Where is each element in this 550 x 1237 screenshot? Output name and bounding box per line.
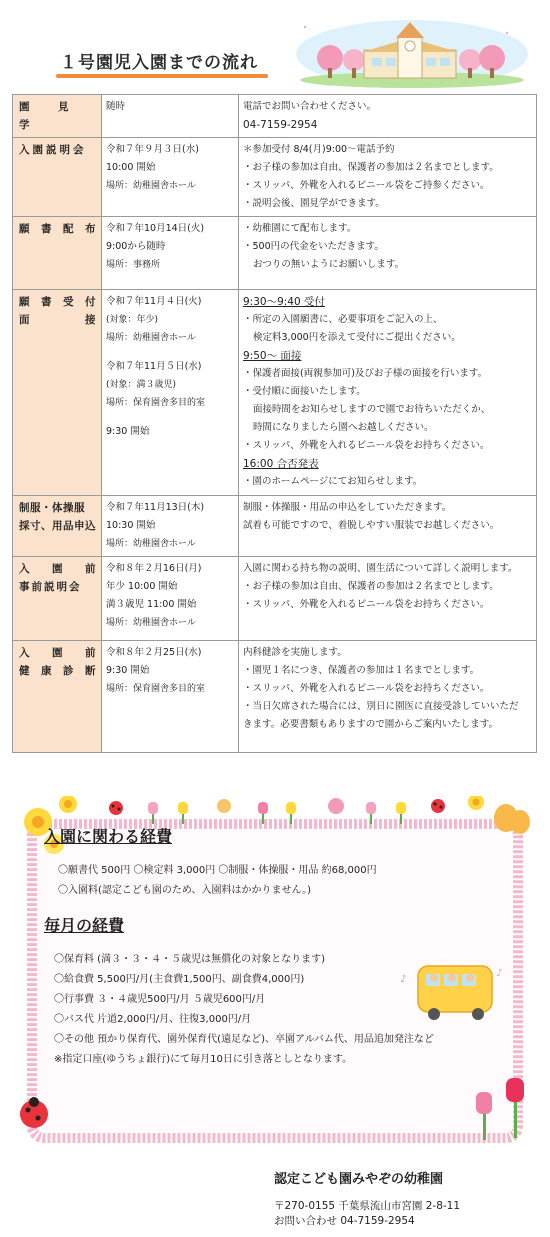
table-row <box>13 290 537 496</box>
school-info <box>274 1168 460 1229</box>
title-underline <box>56 74 268 78</box>
page-title: １号園児入園までの流れ <box>60 53 258 73</box>
table-row <box>13 641 537 753</box>
schedule-table <box>12 94 537 753</box>
step-detail: ＊参加受付 8/4(月)9:00～電話予約 ・お子様の参加は自由、保護者の参加は２名までとします。 ・スリッパ、外靴を入れるビニール袋をご持参ください。 ・説明会後、園見学ができます。 <box>239 138 537 217</box>
step-date: 令和７年９月３日(水) 10:00 開始 場所：幼稚園舎ホール <box>102 138 239 217</box>
step-name: 願 書 配 布 <box>13 217 102 290</box>
monthly-cost-line: 〇保育料 (満３・３・４・５歳児は無償化の対象となります) <box>54 954 325 965</box>
monthly-cost-line: 〇行事費 ３・４歳児500円/月 ５歳児600円/月 <box>54 994 266 1005</box>
table-row <box>13 496 537 557</box>
step-date: 令和７年10月14日(火) 9:00から随時 場所：事務所 <box>102 217 239 290</box>
step-date: 令和７年11月４日(火) (対象：年少) 場所：幼稚園舎ホール 令和７年11月５日(水) (対象：満３歳児) 場所：保育園舎多目的室 9:30 開始 <box>102 290 239 496</box>
table-row <box>13 217 537 290</box>
table-row <box>13 557 537 641</box>
step-date: 令和７年11月13日(木) 10:30 開始 場所：幼稚園舎ホール <box>102 496 239 557</box>
step-detail: 制服・体操服・用品の申込をしていただきます。 試着も可能ですので、着脱しやすい服装でお越しください。 <box>239 496 537 557</box>
step-detail: 電話でお問い合わせください。 04-7159-2954 <box>239 95 537 138</box>
step-name: 制服・体操服 採寸、用品申込 <box>13 496 102 557</box>
monthly-cost-line: 〇バス代 片道2,000円/月、往復3,000円/月 <box>54 1014 252 1025</box>
step-name: 入 園 前 事前説明会 <box>13 557 102 641</box>
entry-cost-heading: 入園に関わる経費 <box>44 827 173 846</box>
step-date: 令和８年２月25日(水) 9:30 開始 場所：保育園舎多目的室 <box>102 641 239 753</box>
monthly-cost-heading: 毎月の経費 <box>44 916 125 935</box>
step-detail: 9:30～9:40 受付 ・所定の入園願書に、必要事項をご記入の上、 検定料3,000円を添えて受付にご提出ください。 9:50～ 面接 ・保護者面接(両親参加可)及びお子様の面接を行います。 ・受付順に面接いたします。 面接時間をお知らせしますので園でお待ちいただくか、 時間になりましたら園へお越しください。 ・スリッパ、外靴を入れるビニール袋をお持ちください。 16:00 合否発表 ・園のホームページにてお知らせします。 <box>239 290 537 496</box>
school-contact: お問い合わせ 04-7159-2954 <box>274 1215 415 1227</box>
step-name: 入 園 前 健 康 診 断 <box>13 641 102 753</box>
kindergarten-illustration <box>292 14 528 88</box>
step-date: 令和８年２月16日(月) 年少 10:00 開始 満３歳児 11:00 開始 場所：幼稚園舎ホール <box>102 557 239 641</box>
step-date: 随時 <box>102 95 239 138</box>
monthly-cost-line: 〇その他 預かり保育代、園外保育代(遠足など)、卒園アルバム代、用品追加発注など <box>54 1034 434 1045</box>
entry-cost-line: 〇願書代 500円 〇検定料 3,000円 〇制服・体操服・用品 約68,000円 <box>58 865 377 876</box>
step-name: 園 見 学 <box>13 95 102 138</box>
step-detail: ・幼稚園にて配布します。 ・500円の代金をいただきます。 おつりの無いようにお願いします。 <box>239 217 537 290</box>
entry-cost-line: 〇入園料(認定こども園のため、入園料はかかりません。) <box>58 885 312 896</box>
payment-note: ※指定口座(ゆうちょ銀行)にて毎月10日に引き落としとなります。 <box>54 1054 353 1065</box>
svg-text:♪: ♪ <box>496 968 503 979</box>
cost-section <box>44 824 504 1070</box>
step-name: 願 書 受 付 面 接 <box>13 290 102 496</box>
school-address: 〒270-0155 千葉県流山市宮園 2-8-11 <box>274 1200 461 1212</box>
table-row <box>13 95 537 138</box>
svg-text:♪: ♪ <box>400 974 407 985</box>
step-name: 入園説明会 <box>13 138 102 217</box>
monthly-cost-line: 〇給食費 5,500円/月(主食費1,500円、副食費4,000円) <box>54 974 305 985</box>
school-name: 認定こども園みやぞの幼稚園 <box>274 1172 444 1187</box>
step-detail: 入園に関わる持ち物の説明、園生活について詳しく説明します。 ・お子様の参加は自由、保護者の参加は２名までとします。 ・スリッパ、外靴を入れるビニール袋をお持ちください。 <box>239 557 537 641</box>
table-row <box>13 138 537 217</box>
step-detail: 内科健診を実施します。 ・園児１名につき、保護者の参加は１名までとします。 ・スリッパ、外靴を入れるビニール袋をお持ちください。 ・当日欠席された場合には、別日に園医に直接受診していいただ きます。必要書類もありますので園からご案内いたします。 <box>239 641 537 753</box>
